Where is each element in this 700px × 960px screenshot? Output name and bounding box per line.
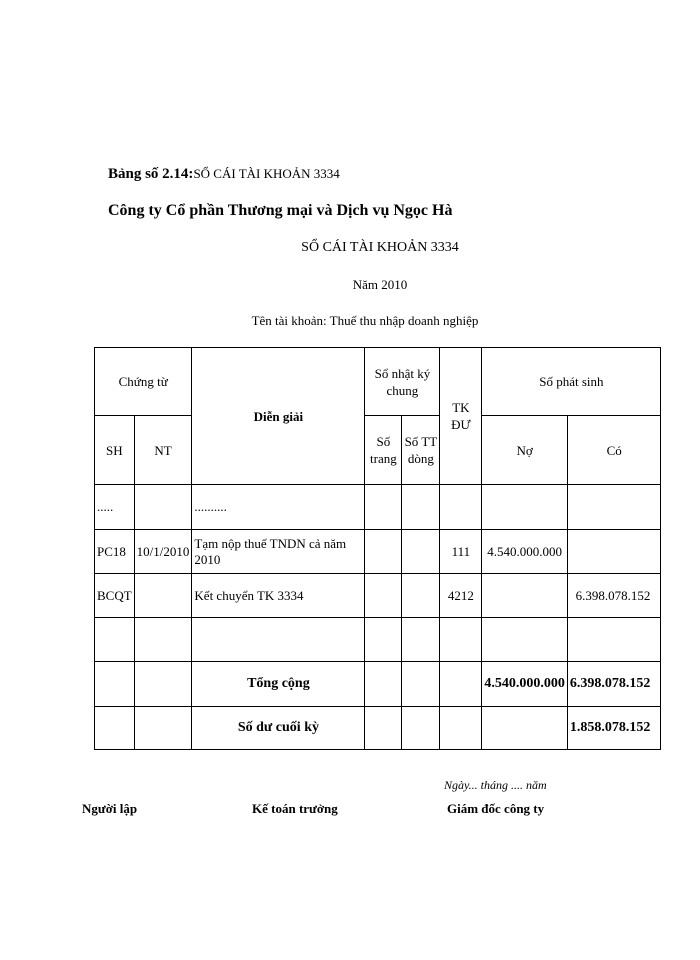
cell-dien-giai: Tạm nộp thuế TNDN cả năm 2010 xyxy=(192,530,365,574)
cell-sh: ..... xyxy=(95,485,135,530)
cell-no xyxy=(482,618,568,662)
cell-tk-du: 111 xyxy=(440,530,482,574)
cell-so-dong xyxy=(402,530,440,574)
header-so-nhat-ky-chung: Sổ nhật ký chung xyxy=(365,348,440,416)
header-so-phat-sinh: Số phát sinh xyxy=(482,348,661,416)
ledger-year: Năm 2010 xyxy=(352,277,408,292)
cell-tk-du xyxy=(440,618,482,662)
ledger-table xyxy=(94,347,661,750)
account-name: Tên tài khoản: Thuế thu nhập doanh nghiệp xyxy=(251,313,479,328)
header-chung-tu: Chứng từ xyxy=(95,348,192,416)
header-no: Nợ xyxy=(482,416,568,485)
cell-co xyxy=(567,618,661,662)
cell-dien-giai xyxy=(192,618,365,662)
cell-no xyxy=(482,574,568,618)
header-co: Có xyxy=(567,416,661,485)
header-sh: SH xyxy=(95,416,135,485)
balance-label: Số dư cuối kỳ xyxy=(192,707,365,750)
total-no: 4.540.000.000 xyxy=(482,662,568,707)
total-row xyxy=(95,662,661,707)
header-nt: NT xyxy=(134,416,192,485)
cell-nt xyxy=(134,574,192,618)
header-tk-du: TK ĐƯ xyxy=(440,348,482,485)
cell-so-trang xyxy=(365,530,402,574)
cell-no: 4.540.000.000 xyxy=(482,530,568,574)
cell-so-trang xyxy=(365,618,402,662)
cell-so-dong xyxy=(402,485,440,530)
caption-text: SỔ CÁI TÀI KHOẢN 3334 xyxy=(193,166,340,181)
cell-sh: PC18 xyxy=(95,530,135,574)
ledger-title: SỔ CÁI TÀI KHOẢN 3334 xyxy=(301,240,459,255)
cell-co xyxy=(567,485,661,530)
cell-sh xyxy=(95,618,135,662)
cell-so-dong xyxy=(402,618,440,662)
cell-no xyxy=(482,485,568,530)
cell-tk-du xyxy=(440,485,482,530)
signature-chief-accountant: Kế toán trưởng xyxy=(252,801,338,816)
cell-nt xyxy=(134,485,192,530)
cell-co xyxy=(567,530,661,574)
total-label: Tổng cộng xyxy=(192,662,365,707)
table-row xyxy=(95,530,661,574)
table-caption xyxy=(108,166,340,183)
cell-tk-du: 4212 xyxy=(440,574,482,618)
header-so-trang: Số trang xyxy=(365,416,402,485)
table-row xyxy=(95,574,661,618)
cell-nt: 10/1/2010 xyxy=(134,530,192,574)
cell-so-trang xyxy=(365,574,402,618)
signature-preparer: Người lập xyxy=(82,801,138,816)
cell-sh: BCQT xyxy=(95,574,135,618)
cell-dien-giai: .......... xyxy=(192,485,365,530)
header-so-tt-dong: Số TT dòng xyxy=(402,416,440,485)
company-name: Công ty Cổ phần Thương mại và Dịch vụ Ngọc Hà xyxy=(108,202,453,219)
balance-row xyxy=(95,707,661,750)
total-co: 6.398.078.152 xyxy=(567,662,661,707)
signature-director: Giám đốc công ty xyxy=(447,801,545,816)
header-dien-giai: Diễn giải xyxy=(192,348,365,485)
cell-dien-giai: Kết chuyển TK 3334 xyxy=(192,574,365,618)
caption-label: Bảng số 2.14: xyxy=(108,166,194,182)
cell-nt xyxy=(134,618,192,662)
signature-date: Ngày... tháng .... năm xyxy=(444,778,547,792)
balance-co: 1.858.078.152 xyxy=(567,707,661,750)
cell-so-trang xyxy=(365,485,402,530)
cell-co: 6.398.078.152 xyxy=(567,574,661,618)
table-row xyxy=(95,618,661,662)
cell-so-dong xyxy=(402,574,440,618)
table-row xyxy=(95,485,661,530)
